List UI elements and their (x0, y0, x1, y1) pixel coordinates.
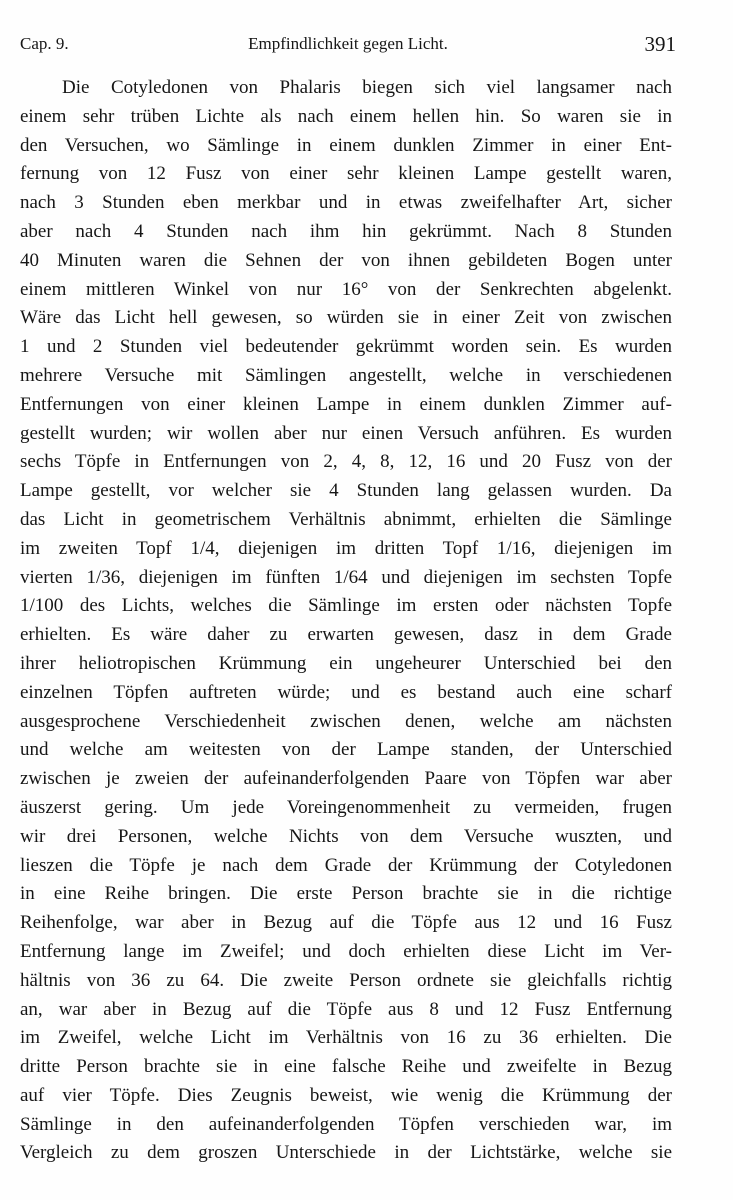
text-line: Sämlinge in den aufeinanderfolgenden Töpfen verschieden war, im (20, 1113, 672, 1135)
text-line: nach 3 Stunden eben merkbar und in etwas zweifelhafter Art, sicher (20, 192, 672, 214)
text-line: hältnis von 36 zu 64. Die zweite Person ordnete sie gleichfalls richtig (20, 969, 672, 991)
text-line: einzelnen Töpfen auftreten würde; und es bestand auch eine scharf (20, 681, 672, 703)
text-line: vierten 1/36, diejenigen im fünften 1/64 und diejenigen im sechsten Topfe (20, 566, 672, 588)
text-line: 40 Minuten waren die Sehnen der von ihnen gebildeten Bogen unter (20, 249, 672, 271)
text-line: auf vier Töpfe. Dies Zeugnis beweist, wie wenig die Krümmung der (20, 1084, 672, 1106)
text-line: äuszerst gering. Um jede Voreingenommenheit zu vermeiden, frugen (20, 796, 672, 818)
body-text (20, 74, 672, 1168)
text-line: im zweiten Topf 1/4, diejenigen im dritten Topf 1/16, diejenigen im (20, 537, 672, 559)
text-line: lieszen die Töpfe je nach dem Grade der Krümmung der Cotyledonen (20, 854, 672, 876)
text-line: 1 und 2 Stunden viel bedeutender gekrümmt worden sein. Es wurden (20, 336, 672, 358)
text-line: Vergleich zu dem groszen Unterschiede in der Lichtstärke, welche sie (20, 1142, 672, 1164)
text-line: an, war aber in Bezug auf die Töpfe aus 8 und 12 Fusz Entfernung (20, 998, 672, 1020)
text-line: ausgesprochene Verschiedenheit zwischen denen, welche am nächsten (20, 710, 672, 732)
text-line: aber nach 4 Stunden nach ihm hin gekrümmt. Nach 8 Stunden (20, 220, 672, 242)
text-line: einem mittleren Winkel von nur 16° von der Senkrechten abgelenkt. (20, 278, 672, 300)
text-line: in eine Reihe bringen. Die erste Person brachte sie in die richtige (20, 883, 672, 905)
text-line: mehrere Versuche mit Sämlingen angestellt, welche in verschiedenen (20, 364, 672, 386)
running-title: Empfindlichkeit gegen Licht. (248, 34, 448, 53)
text-line: einem sehr trüben Lichte als nach einem hellen hin. So waren sie in (20, 105, 672, 127)
text-line: erhielten. Es wäre daher zu erwarten gewesen, dasz in dem Grade (20, 624, 672, 646)
text-line: wir drei Personen, welche Nichts von dem Versuche wuszten, und (20, 825, 672, 847)
text-line: fernung von 12 Fusz von einer sehr kleinen Lampe gestellt waren, (20, 163, 672, 185)
text-line: ihrer heliotropischen Krümmung ein ungeheurer Unterschied bei den (20, 652, 672, 674)
text-line: im Zweifel, welche Licht im Verhältnis von 16 zu 36 erhielten. Die (20, 1027, 672, 1049)
text-line: Reihenfolge, war aber in Bezug auf die Töpfe aus 12 und 16 Fusz (20, 912, 672, 934)
text-line: dritte Person brachte sie in eine falsche Reihe und zweifelte in Bezug (20, 1056, 672, 1078)
running-header (20, 30, 676, 58)
text-line: das Licht in geometrischem Verhältnis abnimmt, erhielten die Sämlinge (20, 508, 672, 530)
page-number: 391 (644, 32, 676, 56)
text-line: sechs Töpfe in Entfernungen von 2, 4, 8, 12, 16 und 20 Fusz von der (20, 451, 672, 473)
text-line: 1/100 des Lichts, welches die Sämlinge im ersten oder nächsten Topfe (20, 595, 672, 617)
text-line: den Versuchen, wo Sämlinge in einem dunklen Zimmer in einer Ent- (20, 134, 672, 156)
text-line: gestellt wurden; wir wollen aber nur einen Versuch anführen. Es wurden (20, 422, 672, 444)
chapter-label: Cap. 9. (20, 34, 69, 53)
text-line: Lampe gestellt, vor welcher sie 4 Stunden lang gelassen wurden. Da (20, 480, 672, 502)
text-line: Die Cotyledonen von Phalaris biegen sich viel langsamer nach (62, 77, 672, 98)
text-line: Entfernung lange im Zweifel; und doch erhielten diese Licht im Ver- (20, 940, 672, 962)
text-line: Entfernungen von einer kleinen Lampe in einem dunklen Zimmer auf- (20, 393, 672, 415)
text-line: Wäre das Licht hell gewesen, so würden sie in einer Zeit von zwischen (20, 307, 672, 329)
text-line: zwischen je zweien der aufeinanderfolgenden Paare von Töpfen war aber (20, 768, 672, 790)
text-line: und welche am weitesten von der Lampe standen, der Unterschied (20, 739, 672, 761)
